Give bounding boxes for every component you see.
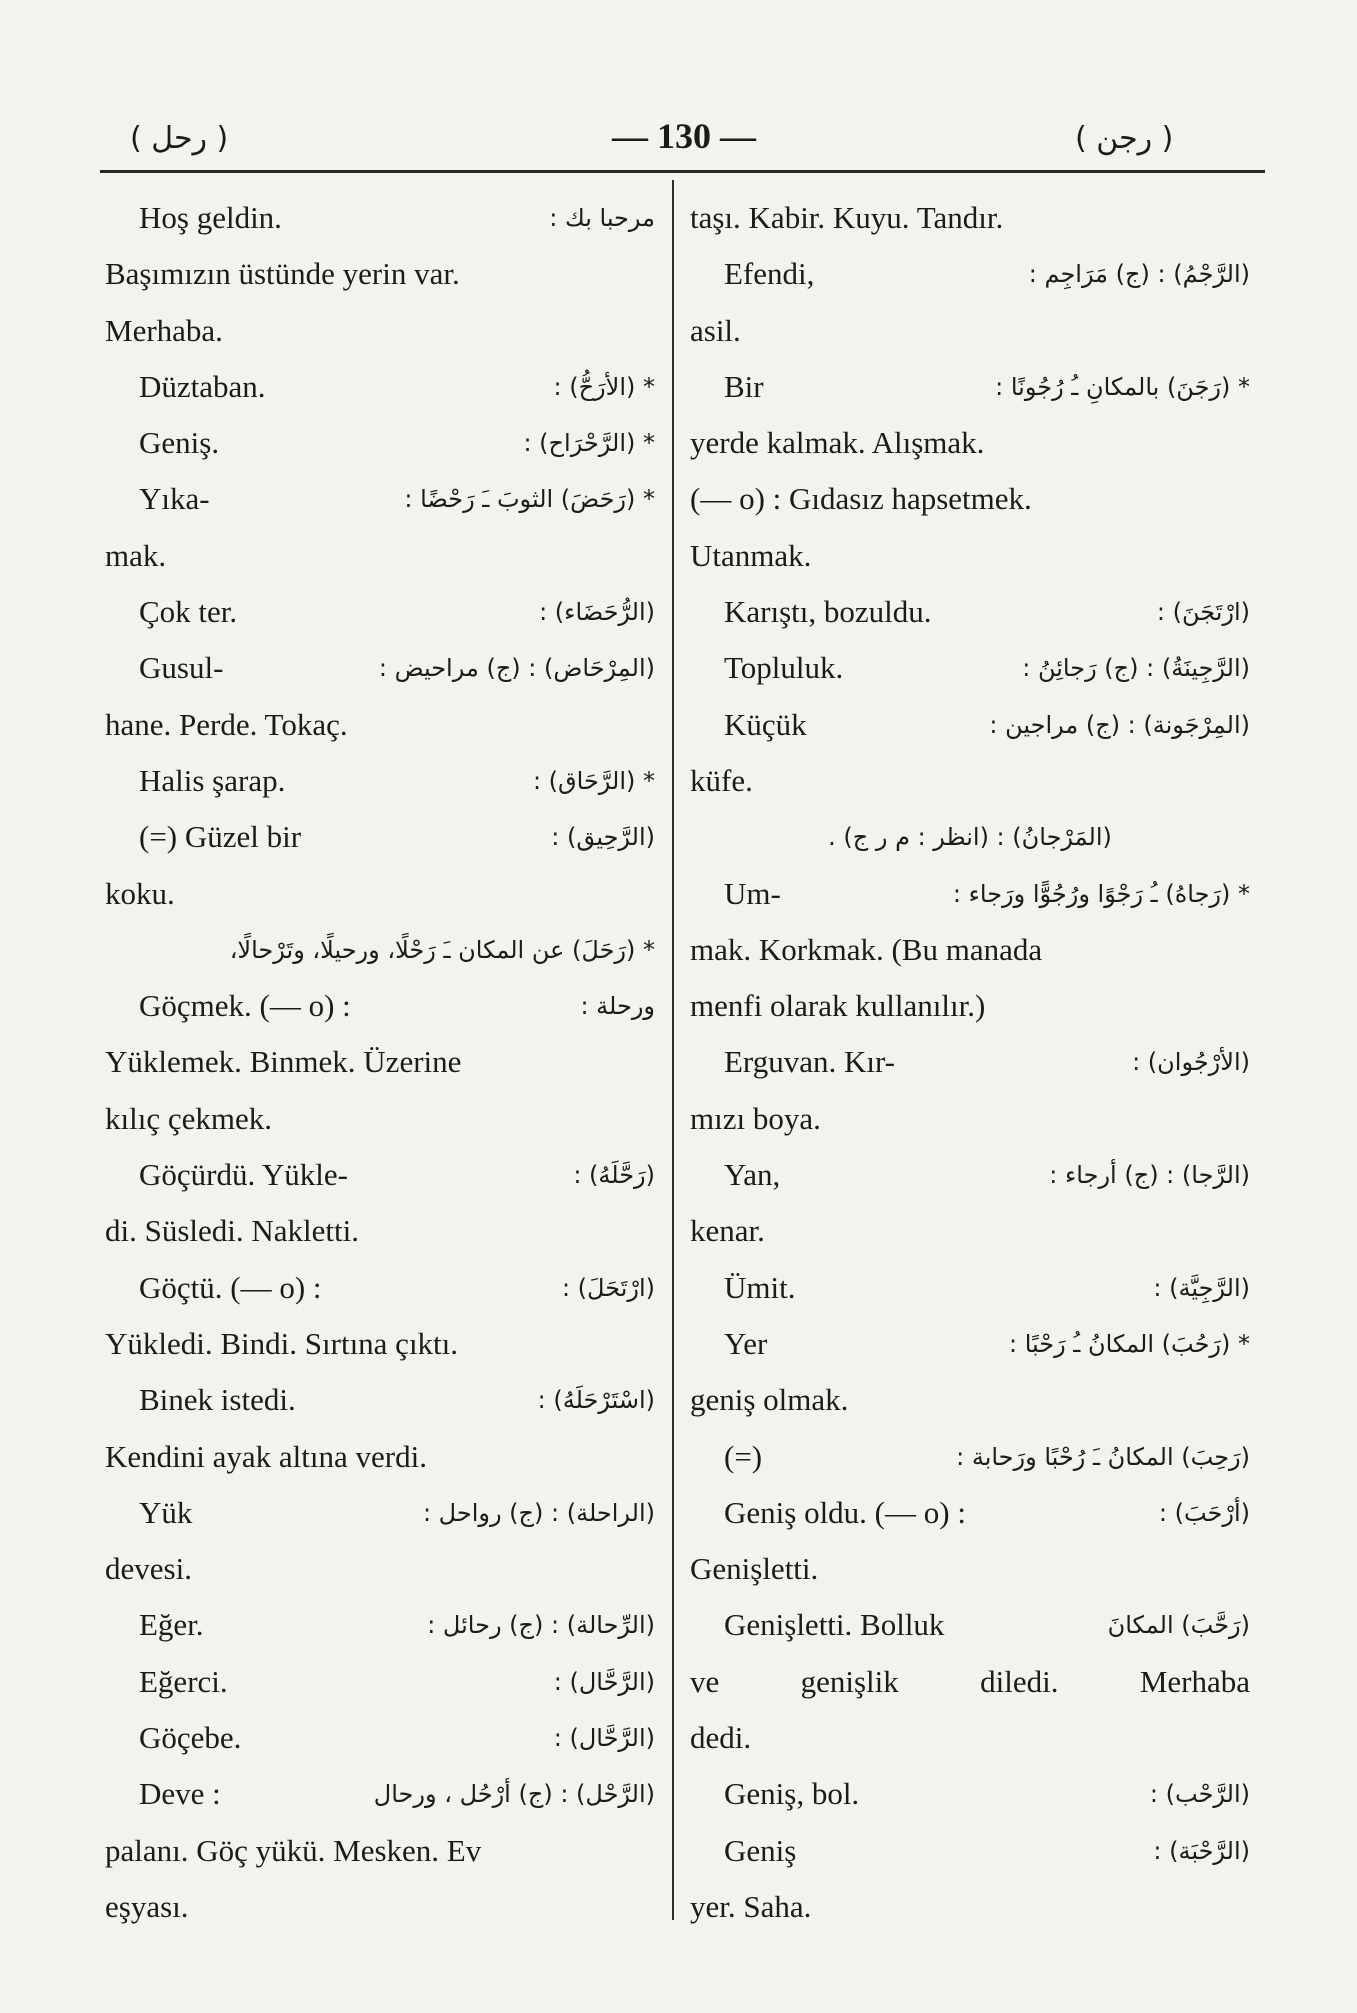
arabic-headword: (رَحَّلَهُ) : [573, 1161, 655, 1190]
turkish-definition: eşyası. [105, 1888, 189, 1924]
turkish-definition: Geniş, bol. [724, 1776, 860, 1812]
turkish-definition: Halis şarap. [139, 762, 286, 798]
dictionary-line [105, 640, 655, 696]
turkish-definition: mızı boya. [690, 1100, 821, 1136]
turkish-definition: mak. [105, 537, 167, 573]
turkish-definition: Geniş oldu. (— o) : [724, 1494, 966, 1530]
dictionary-line [105, 1766, 655, 1822]
dictionary-line [105, 1541, 655, 1597]
dictionary-line [690, 922, 1250, 978]
dictionary-line [105, 1654, 655, 1710]
arabic-headword: (المَرْجانُ) : (انظر : م ر ج) . [828, 823, 1112, 852]
dictionary-line [105, 584, 655, 640]
header-left-root-text: ( رحل ) [130, 121, 229, 156]
dictionary-line [105, 1316, 655, 1372]
turkish-definition: Erguvan. Kır- [724, 1044, 895, 1080]
turkish-definition: mak. Korkmak. (Bu manada [690, 931, 1043, 967]
dictionary-line [105, 246, 655, 302]
dictionary-line [690, 415, 1250, 471]
dictionary-line [105, 1429, 655, 1485]
turkish-definition: Hoş geldin. [139, 200, 282, 235]
arabic-headword: (الرِّحالة) : (ج) رحائل : [427, 1611, 655, 1640]
arabic-headword: (ارْتَجَنَ) : [1156, 598, 1250, 627]
arabic-headword: (الرَّحِيق) : [551, 823, 655, 852]
arabic-headword: * (رَجاهُ) ـُ رَجْوًا ورُجُوًّا ورَجاء : [952, 879, 1250, 908]
turkish-definition: dedi. [690, 1720, 752, 1756]
dictionary-line [690, 1766, 1250, 1822]
dictionary-line [690, 584, 1250, 640]
turkish-definition: küfe. [690, 762, 753, 798]
turkish-definition: Küçük [724, 706, 807, 742]
dictionary-line [690, 1541, 1250, 1597]
arabic-headword: (الرَّجا) : (ج) أرجاء : [1049, 1161, 1250, 1190]
dictionary-line [690, 528, 1250, 584]
dictionary-line [105, 1091, 655, 1147]
turkish-definition: (=) Güzel bir [139, 819, 302, 855]
arabic-headword: (الرُّحَضَاء) : [539, 598, 655, 627]
turkish-definition: Kendini ayak altına verdi. [105, 1438, 427, 1474]
dictionary-line [690, 1485, 1250, 1541]
dictionary-line [105, 359, 655, 415]
dictionary-line [690, 1316, 1250, 1372]
turkish-definition: Deve : [139, 1776, 221, 1812]
turkish-definition: Yükledi. Bindi. Sırtına çıktı. [105, 1325, 459, 1361]
turkish-definition: Yer [724, 1325, 768, 1361]
arabic-headword: (الرَّجِيَّة) : [1153, 1273, 1250, 1302]
dictionary-line [690, 640, 1250, 696]
turkish-definition: Yıka- [139, 481, 210, 517]
dictionary-line [690, 1147, 1250, 1203]
turkish-definition: menfi olarak kullanılır.) [690, 988, 986, 1024]
dictionary-line [105, 922, 655, 978]
turkish-definition: Göçebe. [139, 1720, 242, 1756]
dictionary-line [690, 1654, 1250, 1710]
dictionary-line [690, 1091, 1250, 1147]
dictionary-line [105, 303, 655, 359]
dictionary-line [105, 1823, 655, 1879]
arabic-headword: (الراحلة) : (ج) رواحل : [422, 1498, 655, 1527]
turkish-definition: geniş olmak. [690, 1382, 849, 1418]
right-column [690, 190, 1250, 1935]
dictionary-line [690, 866, 1250, 922]
turkish-definition: Yüklemek. Binmek. Üzerine [105, 1044, 462, 1080]
dictionary-line [105, 866, 655, 922]
turkish-definition: Binek istedi. [139, 1382, 296, 1418]
arabic-headword: (الرَّحَّال) : [553, 1724, 655, 1753]
turkish-definition: Göçtü. (— o) : [139, 1269, 322, 1305]
dictionary-line [105, 415, 655, 471]
dictionary-line [105, 753, 655, 809]
dictionary-line [105, 809, 655, 865]
turkish-definition: Yan, [724, 1157, 781, 1193]
dictionary-line [690, 303, 1250, 359]
dictionary-line [690, 1203, 1250, 1259]
arabic-headword: (الرَّحْب) : [1149, 1780, 1250, 1809]
dictionary-line [105, 190, 655, 246]
arabic-headword: * (الرَّحَاق) : [532, 766, 655, 795]
dictionary-line [105, 528, 655, 584]
dictionary-line [105, 697, 655, 753]
turkish-definition: Başımızın üstünde yerin var. [105, 256, 460, 292]
turkish-definition: (=) [724, 1438, 763, 1474]
arabic-headword: (ارْتَحَلَ) : [561, 1273, 655, 1302]
dictionary-line [105, 1710, 655, 1766]
arabic-headword: * (رَحُبَ) المكانُ ـُ رَحْبًا : [1008, 1329, 1250, 1358]
arabic-headword: * (الرَّحْرَاح) : [523, 429, 655, 458]
dictionary-line [105, 471, 655, 527]
turkish-definition: devesi. [105, 1551, 192, 1587]
dictionary-line [105, 1597, 655, 1653]
turkish-definition: palanı. Göç yükü. Mesken. Ev [105, 1832, 482, 1868]
turkish-definition: ve genişlik diledi. Merhaba [690, 1663, 1250, 1699]
header-right-root-text: ( رجن ) [1075, 121, 1174, 156]
dictionary-line [690, 809, 1250, 865]
turkish-definition: Gusul- [139, 650, 224, 686]
dictionary-line [690, 753, 1250, 809]
turkish-definition: yer. Saha. [690, 1888, 812, 1924]
turkish-definition: Eğerci. [139, 1663, 228, 1699]
dictionary-line [690, 1597, 1250, 1653]
arabic-headword: (المِرْحَاض) : (ج) مراحيض : [378, 654, 655, 683]
turkish-definition: taşı. Kabir. Kuyu. Tandır. [690, 200, 1004, 235]
dictionary-line [105, 1879, 655, 1935]
arabic-headword: (رَحَّبَ) المكانَ [1107, 1611, 1250, 1640]
turkish-definition: Merhaba. [105, 312, 223, 348]
dictionary-line [105, 1034, 655, 1090]
dictionary-line [690, 471, 1250, 527]
dictionary-line [690, 978, 1250, 1034]
page-number: — 130 — [612, 116, 756, 156]
turkish-definition: Geniş. [139, 425, 220, 461]
arabic-headword: (رَحِبَ) المكانُ ـَ رُحْبًا ورَحابة : [956, 1442, 1250, 1471]
turkish-definition: Göçmek. (— o) : [139, 988, 351, 1024]
header-rule [100, 170, 1265, 173]
dictionary-line [105, 1203, 655, 1259]
dictionary-line [105, 1147, 655, 1203]
turkish-definition: Düztaban. [139, 368, 266, 404]
left-column [105, 190, 655, 1935]
dictionary-line [690, 1429, 1250, 1485]
turkish-definition: asil. [690, 312, 741, 348]
turkish-definition: koku. [105, 875, 175, 911]
turkish-definition: (— o) : Gıdasız hapsetmek. [690, 481, 1032, 517]
arabic-headword: (الرَّجْمُ) : (ج) مَرَاجِم : [1028, 260, 1250, 289]
turkish-definition: Geniş [724, 1832, 797, 1868]
dictionary-line [105, 1260, 655, 1316]
arabic-headword: * (رَحَضَ) الثوبَ ـَ رَحْضًا : [404, 485, 655, 514]
dictionary-line [690, 359, 1250, 415]
dictionary-line [105, 978, 655, 1034]
arabic-headword: (أرْحَبَ) : [1158, 1498, 1250, 1527]
header-left-root [130, 112, 228, 163]
turkish-definition: hane. Perde. Tokaç. [105, 706, 348, 742]
arabic-headword: (اسْتَرْحَلَهُ) : [537, 1386, 655, 1415]
dictionary-line [690, 697, 1250, 753]
turkish-definition: Ümit. [724, 1269, 796, 1305]
column-divider [672, 180, 674, 1920]
dictionary-line [690, 1372, 1250, 1428]
dictionary-line [690, 246, 1250, 302]
dictionary-line [690, 1823, 1250, 1879]
arabic-headword: (الرَّحْبَة) : [1153, 1836, 1250, 1865]
arabic-headword: (الأرْجُوان) : [1132, 1048, 1250, 1077]
dictionary-line [105, 1485, 655, 1541]
turkish-definition: Yük [139, 1494, 193, 1530]
turkish-definition: yerde kalmak. Alışmak. [690, 425, 985, 461]
dictionary-line [690, 1710, 1250, 1766]
dictionary-line [690, 1260, 1250, 1316]
turkish-definition: Topluluk. [724, 650, 844, 686]
arabic-headword: * (رَحَلَ) عن المكان ـَ رَحْلًا، ورحيلًا، وتَرْحالًا، [229, 935, 655, 964]
turkish-definition: kenar. [690, 1213, 765, 1249]
arabic-headword: مرحبا بك : [549, 204, 655, 232]
turkish-definition: Eğer. [139, 1607, 204, 1643]
dictionary-line [105, 1372, 655, 1428]
turkish-definition: Um- [724, 875, 781, 911]
dictionary-line [690, 1879, 1250, 1935]
dictionary-line [690, 1034, 1250, 1090]
turkish-definition: Genişletti. Bolluk [724, 1607, 945, 1643]
arabic-headword: * (الأرَحُّ) : [553, 372, 655, 401]
arabic-headword: (المِرْجَونة) : (ج) مراجين : [989, 710, 1250, 739]
arabic-headword: (الرَّجِينَةُ) : (ج) رَجائِنُ : [1022, 654, 1250, 683]
turkish-definition: Genişletti. [690, 1551, 819, 1587]
arabic-headword: (الرَّحَّال) : [553, 1667, 655, 1696]
dictionary-line [690, 190, 1250, 246]
turkish-definition: Karıştı, bozuldu. [724, 594, 932, 630]
arabic-headword: ورحلة : [580, 992, 655, 1021]
turkish-definition: Bir [724, 368, 764, 404]
turkish-definition: Göçürdü. Yükle- [139, 1157, 348, 1193]
arabic-headword: (الرَّحْل) : (ج) أرْحُل ، ورحال [373, 1780, 655, 1809]
arabic-headword: * (رَجَنَ) بالمكانِ ـُ رُجُونًا : [995, 372, 1250, 401]
turkish-definition: di. Süsledi. Nakletti. [105, 1213, 360, 1249]
header-right-root [1075, 112, 1173, 163]
turkish-definition: Efendi, [724, 256, 815, 292]
turkish-definition: Utanmak. [690, 537, 812, 573]
turkish-definition: Çok ter. [139, 594, 238, 630]
turkish-definition: kılıç çekmek. [105, 1100, 272, 1136]
